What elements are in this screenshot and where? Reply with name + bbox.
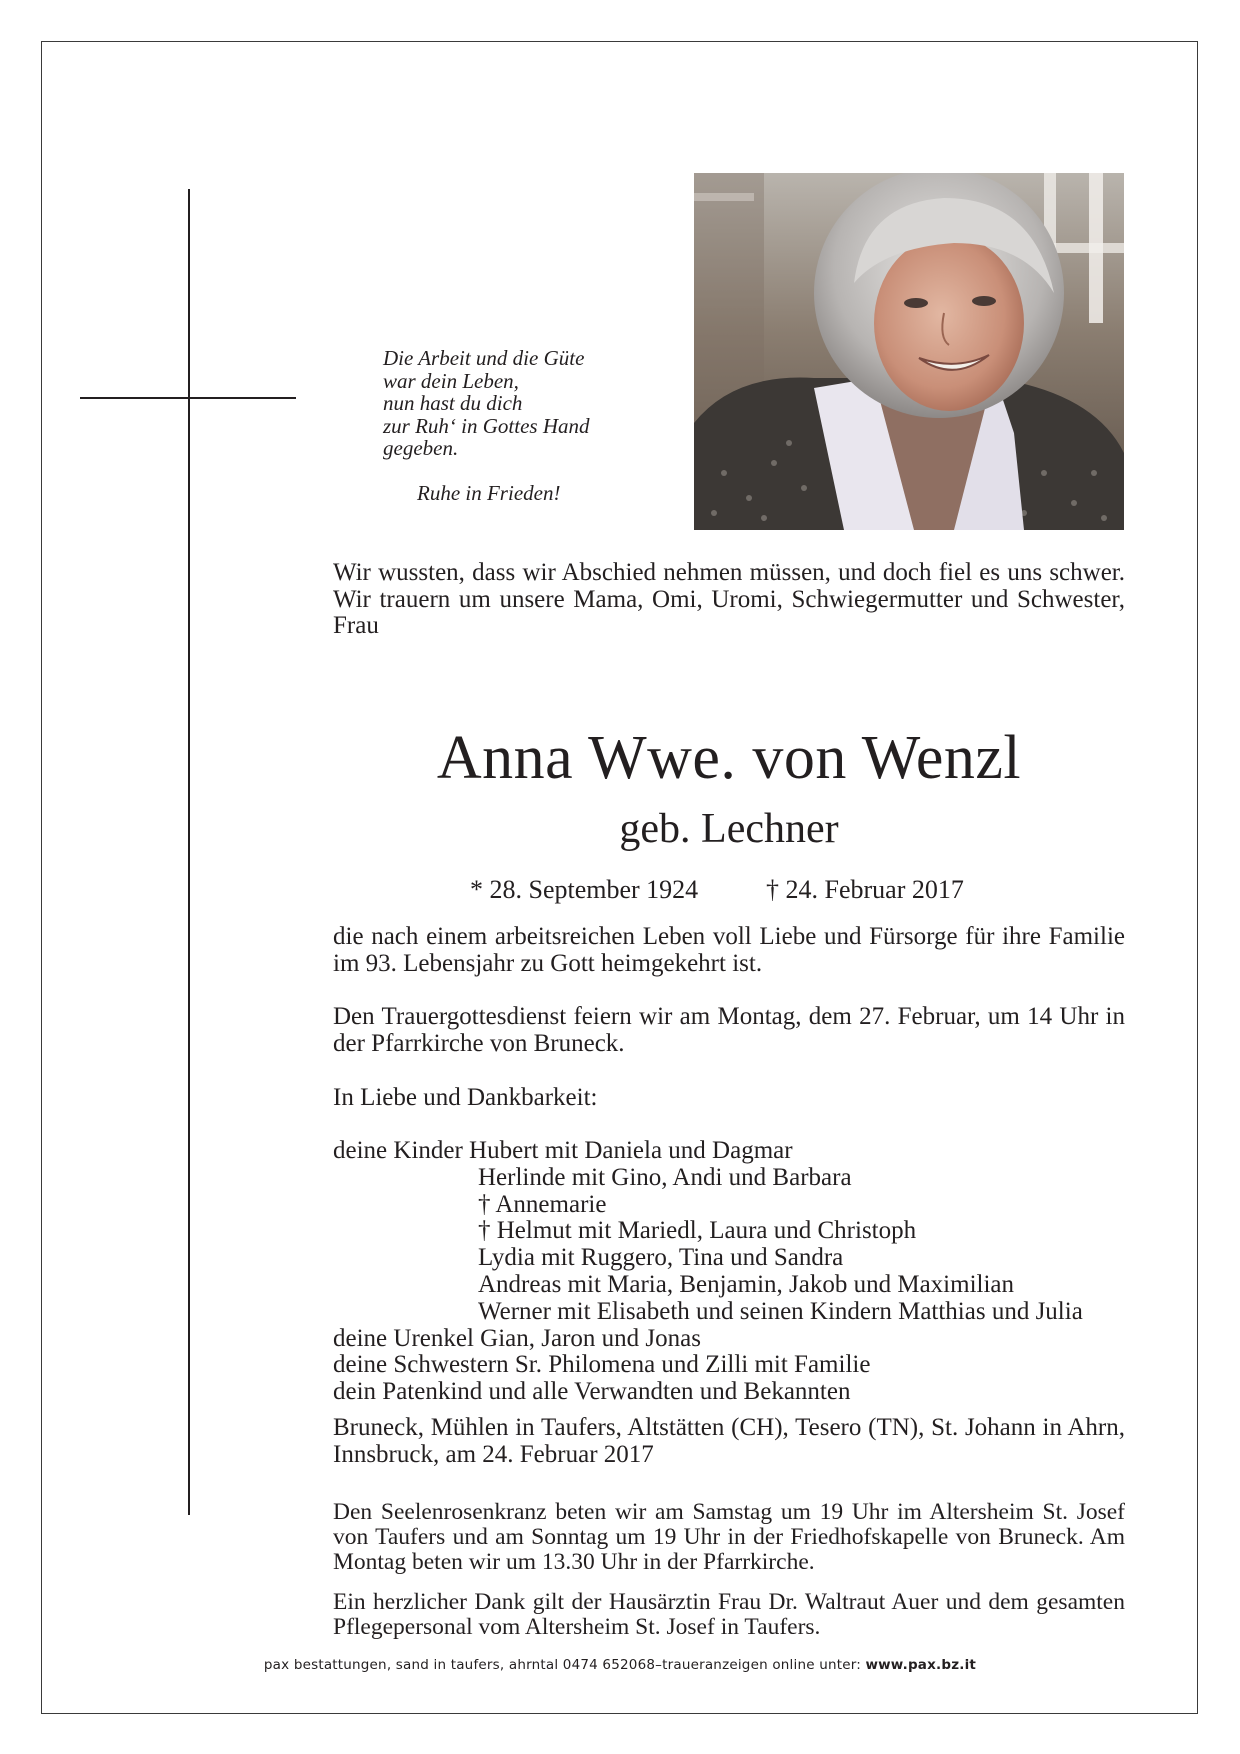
family-line: Werner mit Elisabeth und seinen Kindern Matthias und Julia [478,1297,1083,1325]
rosary-paragraph: Den Seelenrosenkranz beten wir am Samstag um 19 Uhr im Altersheim St. Josef von Taufers und am Sonntag um 19 Uhr in der Friedhofskapelle von Bruneck. Am Montag beten wir um 13.30 Uhr in der Pfarrkirche. [333,1499,1125,1575]
love-heading: In Liebe und Dankbarkeit: [333,1084,598,1111]
verse-line: war dein Leben, [383,368,519,393]
verse-line: Die Arbeit und die Güte [383,346,585,370]
family-line: deine Schwestern Sr. Philomena und Zilli mit Familie [333,1351,871,1379]
deceased-name: Anna Wwe. von Wenzl [436,724,1022,792]
family-list [333,1138,1133,1406]
footer-url[interactable]: www.pax.bz.it [865,1657,977,1673]
verse-closing: Ruhe in Frieden! [417,480,561,505]
family-line: Lydia mit Ruggero, Tina und Sandra [478,1244,844,1272]
verse-line: gegeben. [383,436,459,460]
verse-line: zur Ruh‘ in Gottes Hand [383,413,590,438]
cross-vertical-bar [188,189,190,1515]
family-line: deine Urenkel Gian, Jaron und Jonas [333,1324,701,1352]
footer-text: pax bestattungen, sand in taufers, ahrntal 0474 652068–traueranzeigen online unter: [263,1657,866,1673]
service-paragraph: Den Trauergottesdienst feiern wir am Montag, dem 27. Februar, um 14 Uhr in der Pfarrkirche von Bruneck. [333,1003,1125,1057]
family-line: dein Patenkind und alle Verwandten und Bekannten [333,1378,851,1406]
footer [0,1656,1240,1674]
death-date: † 24. Februar 2017 [766,875,964,904]
family-line: Andreas mit Maria, Benjamin, Jakob und Maximilian [478,1270,1015,1298]
verse-line: nun hast du dich [383,391,523,415]
places-paragraph: Bruneck, Mühlen in Taufers, Altstätten (CH), Tesero (TN), St. Johann in Ahrn, Innsbruck, am 24. Februar 2017 [333,1414,1125,1468]
portrait-image [694,173,1124,530]
family-line: † Annemarie [478,1190,607,1218]
life-paragraph: die nach einem arbeitsreichen Leben voll Liebe und Fürsorge für ihre Familie im 93. Lebensjahr zu Gott heimgekehrt ist. [333,923,1125,977]
thanks-paragraph: Ein herzlicher Dank gilt der Hausärztin Frau Dr. Waltraut Auer und dem gesamten Pflegepersonal vom Altersheim St. Josef in Taufers. [333,1589,1125,1640]
memorial-verse [383,347,683,504]
family-line: deine Kinder Hubert mit Daniela und Dagmar [333,1137,793,1164]
family-line: Herlinde mit Gino, Andi und Barbara [478,1163,852,1191]
birth-date: * 28. September 1924 [470,875,699,904]
maiden-name: geb. Lechner [619,806,839,852]
family-line: † Helmut mit Mariedl, Laura und Christoph [478,1217,917,1245]
portrait-photo [694,173,1124,530]
intro-paragraph: Wir wussten, dass wir Abschied nehmen müssen, und doch fiel es uns schwer. Wir trauern um unsere Mama, Omi, Uromi, Schwiegermutter und Schwester, Frau [333,559,1125,639]
cross-horizontal-bar [80,397,296,399]
